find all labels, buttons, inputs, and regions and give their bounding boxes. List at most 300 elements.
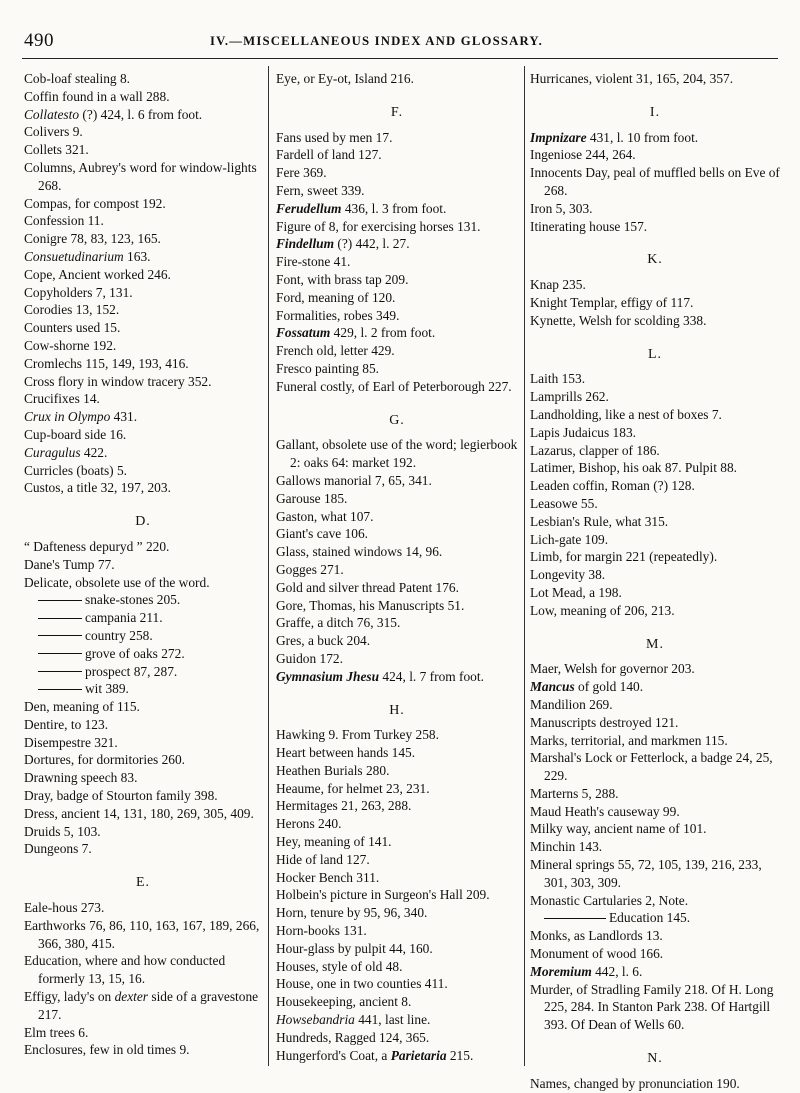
entry-text: Gaston, what 107. — [276, 508, 374, 524]
index-entry — [530, 749, 780, 785]
index-entry — [530, 892, 780, 910]
entry-text: Dress, ancient 14, 131, 180, 269, 305, 409. — [24, 805, 254, 821]
index-entry — [276, 668, 518, 686]
entry-text: Eale-hous 273. — [24, 900, 105, 916]
index-entry — [530, 927, 780, 945]
entry-text: Mineral springs 55, 72, 105, 139, 216, 233, 301, 303, 309. — [530, 857, 762, 890]
index-entry — [530, 548, 780, 566]
entry-text: Earthworks 76, 86, 110, 163, 167, 189, 266, 366, 380, 415. — [24, 917, 260, 951]
entry-text: Drawning speech 83. — [24, 770, 138, 786]
entry-text: Delicate, obsolete use of the word. — [24, 574, 210, 590]
index-entry — [530, 388, 780, 406]
index-entry — [24, 917, 262, 953]
entry-text: Coffin found in a wall 288. — [24, 88, 170, 104]
entry-text: Murder, of Stradling Family 218. Of H. Long 225, 284. In Stanton Park 238. Of Hartgill 393. Of Dean of Wells 60. — [530, 981, 774, 1033]
ditto-dash — [544, 918, 606, 919]
index-entry — [530, 584, 780, 602]
index-entry — [276, 525, 518, 543]
entry-text: 441, last line. — [354, 1012, 431, 1028]
index-entry — [530, 442, 780, 460]
entry-text: Copyholders 7, 131. — [24, 284, 133, 300]
entry-term: Howsebandria — [276, 1012, 355, 1028]
entry-term: Fossatum — [276, 325, 331, 341]
index-entry — [276, 833, 518, 851]
entry-text: Holbein's picture in Surgeon's Hall 209. — [276, 887, 490, 903]
entry-text: Leaden coffin, Roman (?) 128. — [530, 478, 695, 494]
entry-text: Hocker Bench 311. — [276, 869, 380, 885]
entry-text: Cross flory in window tracery 352. — [24, 373, 212, 389]
index-entry — [276, 307, 518, 325]
entry-text: Iron 5, 303. — [530, 200, 593, 216]
index-entry — [24, 787, 262, 805]
entry-text: Horn-books 131. — [276, 923, 367, 939]
section-letter: K. — [647, 252, 663, 268]
index-entry — [276, 200, 518, 218]
entry-text: Crucifixes 14. — [24, 391, 100, 407]
entry-term: Gymnasium Jhesu — [276, 668, 380, 684]
entry-text: Druids 5, 103. — [24, 823, 101, 839]
index-entry — [276, 975, 518, 993]
entry-text: Cromlechs 115, 149, 193, 416. — [24, 355, 189, 371]
entry-text: Lich-gate 109. — [530, 531, 609, 547]
entry-term: Consuetudinarium — [24, 248, 124, 264]
index-entry — [24, 88, 262, 106]
header-rule — [22, 58, 778, 59]
index-entry — [24, 319, 262, 337]
entry-text: Dentire, to 123. — [24, 716, 109, 732]
entry-text: Counters used 15. — [24, 320, 121, 336]
index-entry — [530, 294, 780, 312]
entry-text: of gold 140. — [574, 679, 644, 695]
index-entry — [530, 678, 780, 696]
entry-text: Formalities, robes 349. — [276, 307, 400, 323]
index-entry — [276, 797, 518, 815]
entry-text: Fresco painting 85. — [276, 360, 380, 376]
entry-text: Education 145. — [609, 910, 691, 926]
index-entry — [276, 289, 518, 307]
index-entry — [24, 444, 262, 462]
index-entry — [530, 1075, 780, 1093]
ditto-dash — [38, 653, 82, 654]
entry-text: Milky way, ancient name of 101. — [530, 821, 707, 837]
index-entry — [276, 958, 518, 976]
column-divider-1 — [268, 66, 269, 1066]
entry-term: Impnizare — [530, 129, 587, 145]
index-entry — [276, 851, 518, 869]
index-entry — [530, 513, 780, 531]
entry-term: Collatesto — [24, 106, 80, 122]
index-entry — [276, 993, 518, 1011]
entry-text: Maer, Welsh for governor 203. — [530, 661, 695, 677]
entry-text: Conigre 78, 83, 123, 165. — [24, 231, 161, 247]
entry-text: Lesbian's Rule, what 315. — [530, 513, 669, 529]
entry-text: Lot Mead, a 198. — [530, 584, 622, 600]
entry-term: Mancus — [530, 679, 575, 695]
entry-text: Hurricanes, violent 31, 165, 204, 357. — [530, 71, 734, 86]
index-entry — [276, 650, 518, 668]
index-entry — [276, 886, 518, 904]
index-entry — [276, 182, 518, 200]
index-entry — [24, 230, 262, 248]
entry-text: Latimer, Bishop, his oak 87. Pulpit 88. — [530, 460, 738, 476]
index-entry — [24, 734, 262, 752]
index-entry — [530, 370, 780, 388]
entry-text: Fans used by men 17. — [276, 129, 393, 145]
index-entry — [530, 276, 780, 294]
entry-text: Laith 153. — [530, 371, 586, 387]
index-entry — [24, 751, 262, 769]
index-entry — [24, 538, 262, 556]
entry-term: Ferudellum — [276, 200, 342, 216]
index-entry — [530, 146, 780, 164]
entry-text: Elm trees 6. — [24, 1024, 89, 1040]
index-entry — [276, 762, 518, 780]
index-entry — [24, 698, 262, 716]
index-entry — [24, 301, 262, 319]
entry-text: Hundreds, Ragged 124, 365. — [276, 1029, 430, 1045]
index-subentry — [24, 627, 262, 645]
entry-text: Heaume, for helmet 23, 231. — [276, 780, 430, 796]
entry-text: Cope, Ancient worked 246. — [24, 266, 171, 282]
index-column-1 — [24, 70, 262, 1075]
entry-text: Gore, Thomas, his Manuscripts 51. — [276, 597, 465, 613]
entry-text: Fere 369. — [276, 165, 327, 181]
index-entry — [276, 146, 518, 164]
entry-text: Hermitages 21, 263, 288. — [276, 798, 412, 814]
index-entry — [276, 271, 518, 289]
index-entry — [276, 744, 518, 762]
index-entry — [276, 218, 518, 236]
index-entry — [530, 495, 780, 513]
entry-text: side of a gravestone 217. — [38, 989, 259, 1022]
index-subentry — [24, 645, 262, 663]
index-entry — [24, 805, 262, 823]
index-column-3 — [530, 70, 780, 1091]
index-entry — [530, 477, 780, 495]
index-entry — [24, 952, 262, 988]
index-entry — [276, 378, 518, 396]
index-entry — [276, 632, 518, 650]
ditto-dash — [38, 671, 82, 672]
entry-text: Effigy, lady's on — [24, 989, 115, 1005]
entry-text: Monument of wood 166. — [530, 946, 664, 962]
entry-text: Ingeniose 244, 264. — [530, 147, 636, 163]
entry-text: Gallant, obsolete use of the word; legierbook 2: oaks 64: market 192. — [276, 437, 518, 471]
entry-text: Limb, for margin 221 (repeatedly). — [530, 549, 718, 565]
entry-text: Lapis Judaicus 183. — [530, 424, 636, 440]
index-entry — [276, 253, 518, 271]
entry-text: Houses, style of old 48. — [276, 958, 403, 974]
index-entry — [24, 823, 262, 841]
entry-text: Hide of land 127. — [276, 851, 370, 867]
ditto-dash — [38, 635, 82, 636]
index-entry — [24, 266, 262, 284]
entry-text: prospect 87, 287. — [85, 663, 178, 679]
index-entry — [24, 355, 262, 373]
index-entry — [530, 531, 780, 549]
entry-text: Confession 11. — [24, 213, 104, 229]
index-entry — [24, 123, 262, 141]
index-subentry — [24, 663, 262, 681]
index-entry — [276, 940, 518, 958]
index-entry — [276, 1011, 518, 1029]
index-entry — [530, 312, 780, 330]
index-entry — [24, 70, 262, 88]
index-column-2 — [276, 70, 518, 1075]
entry-text: Knap 235. — [530, 277, 586, 293]
index-entry — [530, 945, 780, 963]
entry-text: Dane's Tump 77. — [24, 556, 115, 572]
entry-text: Dungeons 7. — [24, 841, 92, 857]
entry-text: 442, l. 6. — [591, 963, 643, 979]
index-entry — [24, 899, 262, 917]
entry-text: Funeral costly, of Earl of Peterborough 227. — [276, 378, 512, 394]
entry-text: Garouse 185. — [276, 490, 348, 506]
entry-text: Herons 240. — [276, 816, 342, 832]
index-entry — [276, 543, 518, 561]
index-entry — [24, 248, 262, 266]
entry-text: Collets 321. — [24, 142, 89, 158]
index-entry — [530, 660, 780, 678]
entry-text: Marterns 5, 288. — [530, 785, 619, 801]
entry-text: 163. — [123, 248, 151, 264]
entry-text: Innocents Day, peal of muffled bells on Eve of 268. — [530, 165, 780, 198]
index-entry — [276, 342, 518, 360]
ditto-dash — [38, 600, 82, 601]
entry-text: wit 389. — [85, 681, 129, 697]
index-entry — [24, 988, 262, 1024]
entry-text: Names, changed by pronunciation 190. — [530, 1075, 740, 1091]
entry-text: Dray, badge of Stourton family 398. — [24, 788, 218, 804]
index-entry — [276, 869, 518, 887]
entry-text: 429, l. 2 from foot. — [330, 325, 436, 341]
index-entry — [530, 129, 780, 147]
entry-text: Lazarus, clapper of 186. — [530, 442, 660, 458]
index-entry — [530, 70, 780, 88]
entry-text: Heart between hands 145. — [276, 745, 416, 761]
index-entry — [24, 840, 262, 858]
entry-text: Colivers 9. — [24, 124, 83, 140]
index-entry — [276, 490, 518, 508]
index-entry — [276, 472, 518, 490]
column-divider-2 — [524, 66, 525, 1066]
entry-text: snake-stones 205. — [85, 592, 181, 608]
entry-text: Low, meaning of 206, 213. — [530, 602, 675, 618]
entry-text: Guidon 172. — [276, 650, 343, 666]
index-entry — [276, 561, 518, 579]
entry-text: (?) 424, l. 6 from foot. — [79, 106, 203, 122]
ditto-dash — [38, 618, 82, 619]
entry-text: Marshal's Lock or Fetterlock, a badge 24, 25, 229. — [530, 750, 773, 784]
entry-text: Fern, sweet 339. — [276, 182, 365, 198]
entry-text: 424, l. 7 from foot. — [379, 668, 484, 684]
running-head: IV.—MISCELLANEOUS INDEX AND GLOSSARY. — [210, 33, 543, 48]
index-entry — [530, 820, 780, 838]
entry-text: Graffe, a ditch 76, 315. — [276, 615, 401, 631]
entry-text: Cow-shorne 192. — [24, 337, 117, 353]
index-entry — [276, 780, 518, 798]
index-entry — [530, 218, 780, 236]
entry-text: Custos, a title 32, 197, 203. — [24, 480, 171, 496]
section-letter: I. — [649, 104, 661, 120]
entry-text: Lamprills 262. — [530, 389, 609, 405]
index-entry — [24, 195, 262, 213]
entry-text: Columns, Aubrey's word for window-lights 268. — [24, 159, 257, 193]
section-letter: E. — [135, 875, 151, 891]
index-entry — [24, 390, 262, 408]
index-entry — [530, 803, 780, 821]
entry-text: grove of oaks 272. — [85, 645, 185, 661]
section-letter: N. — [647, 1051, 663, 1067]
entry-text: Gogges 271. — [276, 561, 344, 577]
entry-text: Itinerating house 157. — [530, 218, 648, 234]
entry-text: Hawking 9. From Turkey 258. — [276, 727, 439, 743]
entry-text: Figure of 8, for exercising horses 131. — [276, 218, 481, 234]
page-number: 490 — [24, 30, 54, 51]
section-letter: L. — [647, 346, 663, 362]
entry-text: Horn, tenure by 95, 96, 340. — [276, 905, 428, 921]
entry-text: House, one in two counties 411. — [276, 976, 448, 992]
entry-text: “ Dafteness depuryd ” 220. — [24, 538, 170, 554]
entry-term: Parietaria — [390, 1047, 447, 1063]
index-entry — [530, 714, 780, 732]
index-entry — [276, 597, 518, 615]
index-entry — [24, 106, 262, 124]
entry-text: Landholding, like a nest of boxes 7. — [530, 406, 722, 422]
index-entry — [276, 922, 518, 940]
section-letter: M. — [646, 636, 664, 652]
entry-term: Findellum — [276, 236, 335, 252]
index-entry — [530, 164, 780, 200]
index-entry — [530, 566, 780, 584]
entry-text: Enclosures, few in old times 9. — [24, 1042, 190, 1058]
index-entry — [24, 556, 262, 574]
index-entry — [24, 479, 262, 497]
index-entry — [530, 406, 780, 424]
index-subentry — [530, 909, 780, 927]
entry-text: Marks, territorial, and markmen 115. — [530, 732, 728, 748]
entry-text: Longevity 38. — [530, 567, 606, 583]
entry-text: Fire-stone 41. — [276, 254, 351, 270]
ditto-dash — [38, 689, 82, 690]
entry-text: Heathen Burials 280. — [276, 762, 390, 778]
entry-text: Ford, meaning of 120. — [276, 289, 396, 305]
entry-text: Font, with brass tap 209. — [276, 271, 409, 287]
entry-text: Housekeeping, ancient 8. — [276, 994, 412, 1010]
index-entry — [276, 70, 518, 88]
index-entry — [530, 856, 780, 892]
index-entry — [530, 424, 780, 442]
entry-text: campania 211. — [85, 610, 163, 626]
index-entry — [530, 963, 780, 981]
entry-text: 422. — [80, 444, 108, 460]
section-letter: D. — [135, 514, 151, 530]
section-letter: G. — [389, 412, 405, 428]
index-entry — [24, 716, 262, 734]
entry-text: Fardell of land 127. — [276, 147, 382, 163]
entry-text: Monastic Cartularies 2, Note. — [530, 892, 689, 908]
index-entry — [276, 508, 518, 526]
index-entry — [276, 579, 518, 597]
entry-text: 431. — [110, 409, 138, 425]
entry-text: Dortures, for dormitories 260. — [24, 752, 186, 768]
entry-text: Knight Templar, effigy of 117. — [530, 294, 694, 310]
section-letter: F. — [390, 104, 404, 120]
entry-text: Manuscripts destroyed 121. — [530, 714, 679, 730]
index-entry — [24, 284, 262, 302]
index-entry — [276, 360, 518, 378]
entry-text: Monks, as Landlords 13. — [530, 928, 663, 944]
entry-text: Minchin 143. — [530, 839, 603, 855]
index-entry — [276, 1029, 518, 1047]
entry-text: 215. — [446, 1047, 474, 1063]
entry-text: Hour-glass by pulpit 44, 160. — [276, 940, 433, 956]
entry-text: Leasowe 55. — [530, 495, 598, 511]
entry-text: 431, l. 10 from foot. — [586, 129, 699, 145]
entry-term: dexter — [114, 989, 149, 1005]
entry-text: Corodies 13, 152. — [24, 302, 120, 318]
index-entry — [276, 324, 518, 342]
index-entry — [24, 408, 262, 426]
entry-text: Compas, for compost 192. — [24, 195, 166, 211]
index-entry — [530, 200, 780, 218]
entry-term: Crux in Olympo — [24, 409, 111, 425]
index-entry — [24, 769, 262, 787]
entry-text: Education, where and how conducted formerly 13, 15, 16. — [24, 953, 226, 987]
index-entry — [276, 235, 518, 253]
index-entry — [530, 785, 780, 803]
index-entry — [276, 726, 518, 744]
index-entry — [24, 1024, 262, 1042]
index-entry — [530, 981, 780, 1034]
index-entry — [276, 815, 518, 833]
entry-text: Disempestre 321. — [24, 734, 118, 750]
index-entry — [24, 141, 262, 159]
entry-text: Cob-loaf stealing 8. — [24, 71, 130, 86]
index-entry — [24, 574, 262, 592]
entry-text: Cup-board side 16. — [24, 426, 127, 442]
index-entry — [276, 904, 518, 922]
index-entry — [24, 373, 262, 391]
entry-text: 436, l. 3 from foot. — [341, 200, 447, 216]
entry-term: Moremium — [530, 963, 592, 979]
index-entry — [530, 459, 780, 477]
index-entry — [24, 426, 262, 444]
section-letter: H. — [389, 702, 405, 718]
index-entry — [530, 732, 780, 750]
index-entry — [276, 129, 518, 147]
index-entry — [276, 436, 518, 472]
entry-text: Hey, meaning of 141. — [276, 834, 392, 850]
index-subentry — [24, 591, 262, 609]
entry-text: Giant's cave 106. — [276, 526, 369, 542]
entry-text: Mandilion 269. — [530, 696, 613, 712]
entry-text: Den, meaning of 115. — [24, 699, 140, 715]
entry-text: Maud Heath's causeway 99. — [530, 803, 680, 819]
index-subentry — [24, 680, 262, 698]
entry-text: Hungerford's Coat, a — [276, 1047, 391, 1063]
index-entry — [276, 1047, 518, 1065]
entry-text: Glass, stained windows 14, 96. — [276, 544, 443, 560]
index-entry — [530, 602, 780, 620]
index-entry — [276, 614, 518, 632]
index-subentry — [24, 609, 262, 627]
index-entry — [276, 164, 518, 182]
entry-text: Curricles (boats) 5. — [24, 462, 128, 478]
index-entry — [24, 337, 262, 355]
entry-text: Gallows manorial 7, 65, 341. — [276, 472, 432, 488]
entry-term: Curagulus — [24, 444, 81, 460]
